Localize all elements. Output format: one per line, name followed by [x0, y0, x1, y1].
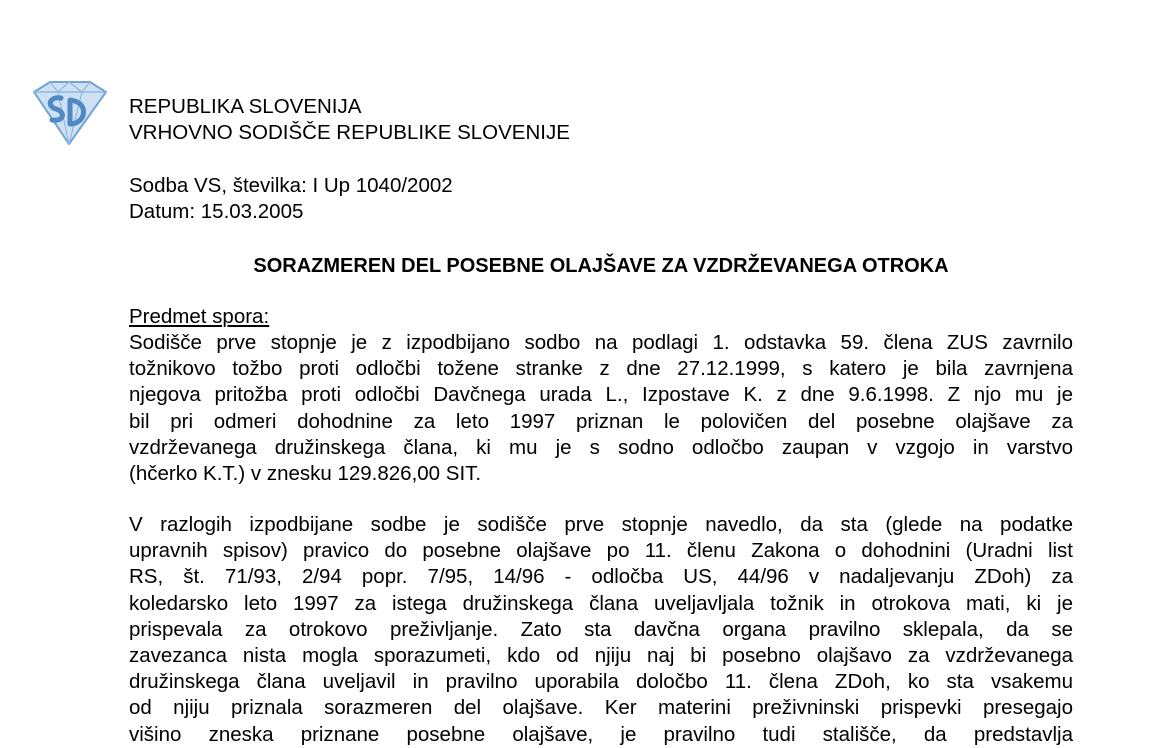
- paragraph-line: bil pri odmeri dohodnine za leto 1997 priznan le polovičen del posebne olajšave za: [129, 409, 1073, 433]
- paragraph-line: V razlogih izpodbijane sodbe je sodišče prve stopnje navedlo, da sta (glede na podatke: [129, 513, 1073, 536]
- paragraph-1: [129, 330, 1073, 487]
- document-date: Datum: 15.03.2005: [129, 200, 304, 223]
- case-number: Sodba VS, številka: I Up 1040/2002: [129, 174, 453, 197]
- paragraph-line: prispevala za otrokovo preživljanje. Zato sta davčna organa pravilno sklepala, da se: [129, 617, 1073, 641]
- supreme-court-sd-logo-icon: [28, 78, 110, 148]
- paragraph-line: RS, št. 71/93, 2/94 popr. 7/95, 14/96 - odločba US, 44/96 v nadaljevanju ZDoh) za: [129, 565, 1073, 589]
- paragraph-line: od njiju priznala sorazmeren del olajšave. Ker materini preživninski prispevki presegajo: [129, 696, 1073, 720]
- court-name: VRHOVNO SODIŠČE REPUBLIKE SLOVENIJE: [129, 121, 570, 144]
- paragraph-line: zavezanca nista mogla sporazumeti, kdo od njiju naj bi posebno olajšavo za vzdrževanega: [129, 643, 1073, 667]
- paragraph-line: koledarsko leto 1997 za istega družinskega člana uveljavljala tožnik in otrokova mati, ki je: [129, 591, 1073, 615]
- paragraph-line: (hčerko K.T.) v znesku 129.826,00 SIT.: [129, 461, 482, 485]
- document-header: [129, 94, 570, 146]
- paragraph-line: tožnikovo tožbo proti odločbi tožene stranke z dne 27.12.1999, s katero je bila zavrnjena: [129, 357, 1073, 381]
- paragraph-line: vzdrževanega družinskega člana, ki mu je s sodno odločbo zaupan v vzgojo in varstvo: [129, 435, 1073, 459]
- paragraph-line: Sodišče prve stopnje je z izpodbijano sodbo na podlagi 1. odstavka 59. člena ZUS zavrnilo: [129, 331, 1073, 354]
- paragraph-line: družinskega člana uveljavil in pravilno uporabila določbo 11. člena ZDoh, ko sta vsakemu: [129, 670, 1073, 694]
- republic-name: REPUBLIKA SLOVENIJA: [129, 95, 362, 118]
- paragraph-line: višino zneska priznane posebne olajšave, je pravilno tudi stališče, da predstavlja: [129, 722, 1073, 746]
- document-title: SORAZMEREN DEL POSEBNE OLAJŠAVE ZA VZDRŽEVANEGA OTROKA: [253, 255, 949, 277]
- document-meta: [129, 173, 453, 225]
- section-heading: Predmet spora:: [129, 305, 270, 328]
- paragraph-line: njegova pritožba proti odločbi Davčnega urada L., Izpostave K. z dne 9.6.1998. Z njo mu je: [129, 383, 1073, 407]
- paragraph-line: upravnih spisov) pravico do posebne olajšave po 11. členu Zakona o dohodnini (Uradni list: [129, 539, 1073, 563]
- paragraph-2: [129, 512, 1073, 748]
